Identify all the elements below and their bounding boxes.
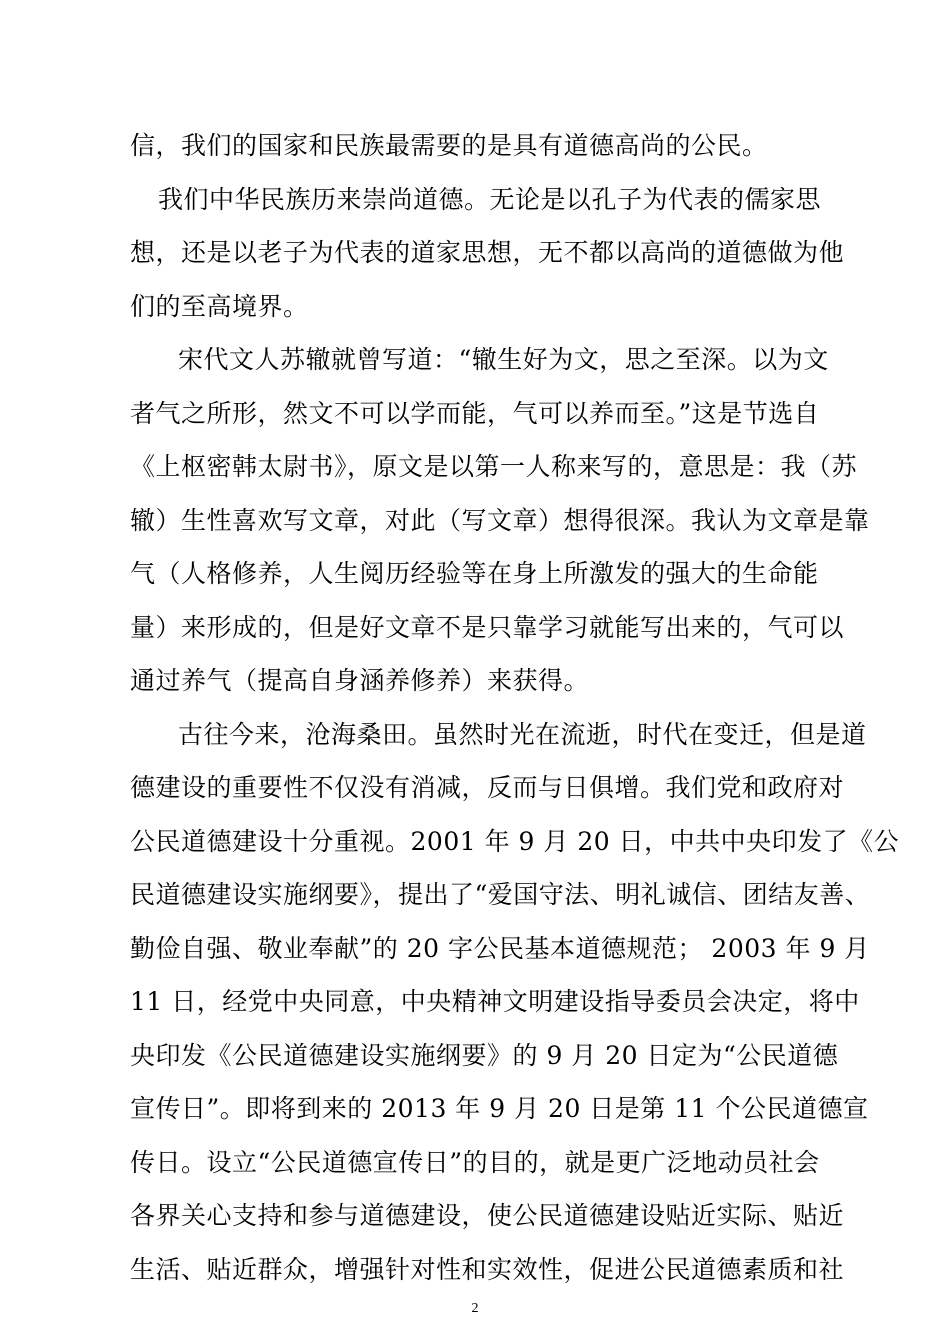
text-line: 各界关心支持和参与道德建设，使公民道德建设贴近实际、贴近	[130, 1201, 845, 1230]
text-line: 辙）生性喜欢写文章，对此（写文章）想得很深。我认为文章是靠	[130, 506, 870, 535]
text-line: 勤俭自强、敬业奉献”的 20 字公民基本道德规范； 2003 年 9 月	[130, 934, 870, 963]
text-line: 11 日，经党中央同意，中央精神文明建设指导委员会决定，将中	[130, 987, 860, 1016]
text-line: 央印发《公民道德建设实施纲要》的 9 月 20 日定为“公民道德	[130, 1041, 839, 1070]
text-line: 民道德建设实施纲要》，提出了“爱国守法、明礼诚信、团结友善、	[130, 880, 871, 909]
text-line: 传日。设立“公民道德宣传日”的目的，就是更广泛地动员社会	[130, 1148, 820, 1177]
text-line: 们的至高境界。	[130, 292, 309, 321]
text-line: 者气之所形，然文不可以学而能，气可以养而至。”这是节选自	[130, 399, 820, 428]
text-line: 宣传日”。即将到来的 2013 年 9 月 20 日是第 11 个公民道德宣	[130, 1094, 869, 1123]
page-number: 2	[471, 1301, 479, 1316]
text-line: 信，我们的国家和民族最需要的是具有道德高尚的公民。	[130, 131, 768, 160]
text-line: 宋代文人苏辙就曾写道：“辙生好为文，思之至深。以为文	[178, 345, 829, 374]
text-line: 德建设的重要性不仅没有消减，反而与日俱增。我们党和政府对	[130, 773, 845, 802]
text-line: 公民道德建设十分重视。2001 年 9 月 20 日，中共中央印发了《公	[130, 827, 900, 856]
text-line: 《上枢密韩太尉书》，原文是以第一人称来写的，意思是：我（苏	[130, 452, 858, 481]
text-line: 我们中华民族历来崇尚道德。无论是以孔子为代表的儒家思	[158, 185, 822, 214]
text-line: 通过养气（提高自身涵养修养）来获得。	[130, 666, 590, 695]
text-line: 想，还是以老子为代表的道家思想，无不都以高尚的道德做为他	[130, 238, 845, 267]
text-line: 量）来形成的，但是好文章不是只靠学习就能写出来的，气可以	[130, 613, 845, 642]
text-line: 气（人格修养，人生阅历经验等在身上所激发的强大的生命能	[130, 559, 819, 588]
text-line: 生活、贴近群众，增强针对性和实效性，促进公民道德素质和社	[130, 1255, 845, 1284]
text-line: 古往今来，沧海桑田。虽然时光在流逝，时代在变迁，但是道	[178, 720, 867, 749]
